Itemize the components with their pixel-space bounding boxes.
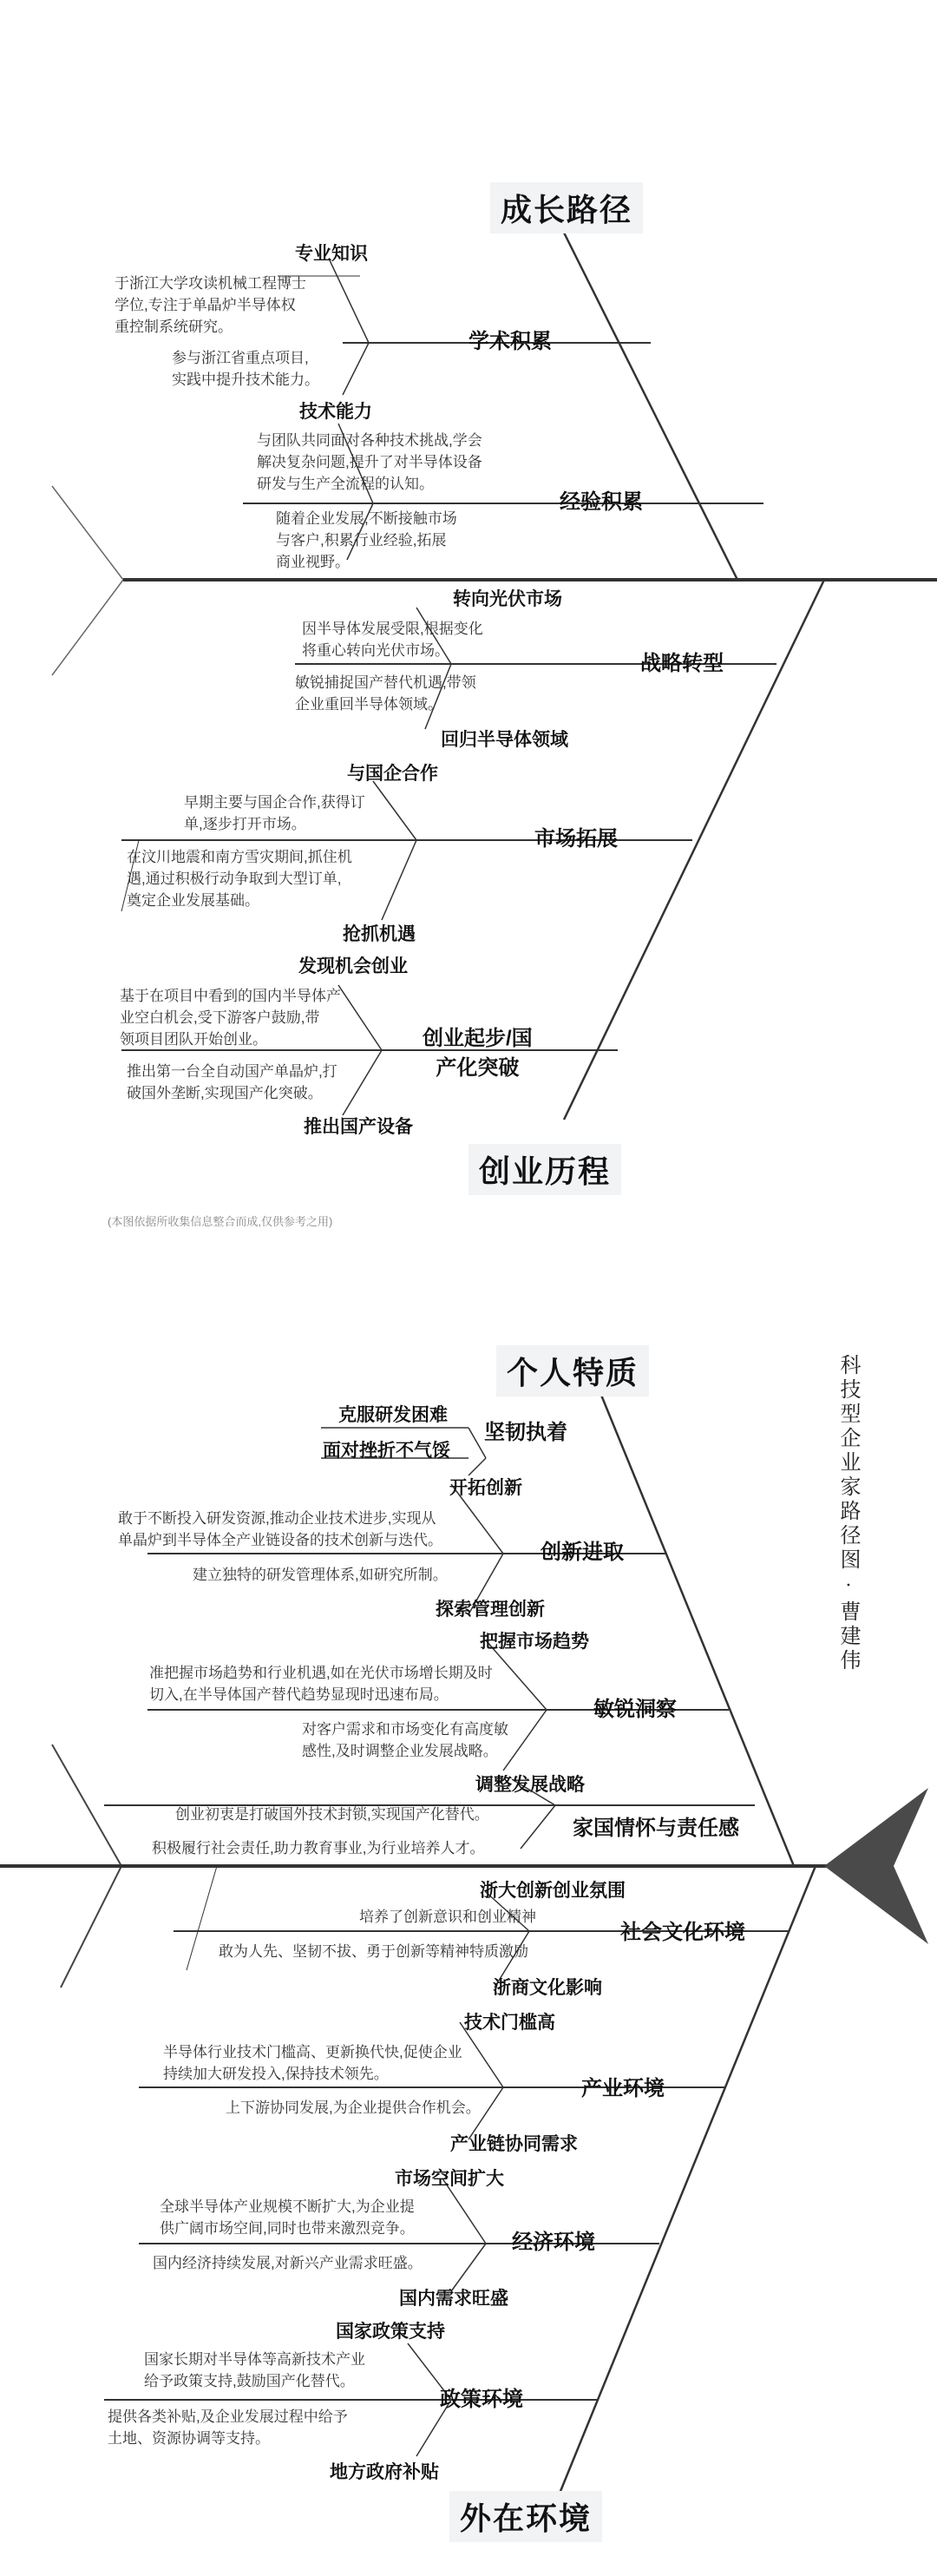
industry-desc2: 上下游协同发展,为企业提供合作机会。 [226,2100,481,2116]
experience-desc2: 随着企业发展,不断接触市场 与客户,积累行业经验,拓展 商业视野。 [276,510,457,570]
strategy-sub1: 转向光伏市场 [453,589,562,609]
policy-label: 政策环境 [440,2388,523,2411]
insight-desc2: 对客户需求和市场变化有高度敏 感性,及时调整企业发展战略。 [302,1721,508,1759]
culture-desc1: 培养了创新意识和创业精神 [359,1909,536,1925]
market-label: 市场拓展 [534,827,618,851]
academic-sub1: 专业知识 [295,244,368,264]
economy-sub1: 市场空间扩大 [395,2169,504,2189]
policy-desc2: 提供各类补贴,及企业发展过程中给予 土地、资源协调等支持。 [108,2408,348,2447]
venture-desc2: 推出第一台全自动国产单晶炉,打 破国外垄断,实现国产化突破。 [127,1063,337,1101]
insight-label: 敏锐洞察 [593,1698,677,1721]
insight-sub2: 调整发展战略 [475,1775,585,1795]
innovation-desc2: 建立独特的研发管理体系,如研究所制。 [193,1567,448,1583]
innovation-desc1: 敢于不断投入研发资源,推动企业技术进步,实现从 单晶炉到半导体全产业链设备的技术创新与迭代。 [118,1510,442,1548]
bottom-arrow-head [824,1788,928,1944]
patriotism-desc1: 创业初衷是打破国外技术封锁,实现国产化替代。 [175,1806,489,1823]
innovation-label: 创新进取 [541,1541,624,1564]
innovation-sub2: 探索管理创新 [436,1600,545,1620]
personal-head: 个人特质 [496,1345,649,1396]
perseverance-sub2: 面对挫折不气馁 [323,1441,450,1461]
industry-label: 产业环境 [581,2077,665,2100]
insight-desc1: 准把握市场趋势和行业机遇,如在光伏市场增长期及时 切入,在半导体国产替代趋势显现时迅速布局。 [149,1665,493,1703]
perseverance-sub1: 克服研发困难 [338,1405,448,1425]
source-note: (本图依据所收集信息整合而成,仅供参考之用) [108,1215,333,1228]
experience-label: 经验积累 [560,490,643,514]
strategy-desc1: 因半导体发展受限,根据变化 将重心转向光伏市场。 [302,621,483,659]
strategy-desc2: 敏锐捕捉国产替代机遇,带领 企业重回半导体领域。 [295,674,476,713]
market-desc2: 在汶川地震和南方雪灾期间,抓住机 遇,通过积极行动争取到大型订单, 奠定企业发展基础。 [127,849,352,909]
industry-sub2: 产业链协同需求 [450,2134,578,2154]
external-head: 外在环境 [449,2491,602,2542]
personal-main-bone [599,1389,794,1866]
culture-label: 社会文化环境 [620,1921,745,1944]
academic-label: 学术积累 [468,330,552,353]
industry-sub1: 技术门槛高 [464,2013,555,2033]
external-main-bone [555,1866,816,2504]
perseverance-label: 坚韧执着 [484,1421,567,1444]
venture-label: 创业起步/国 产化突破 [423,1027,533,1080]
policy-sub1: 国家政策支持 [336,2322,445,2342]
growth-head: 成长路径 [490,182,643,233]
experience-desc1: 与团队共同面对各种技术挑战,学会 解决复杂问题,提升了对半导体设备 研发与生产全流程的认知。 [257,432,482,492]
experience-sub1: 技术能力 [299,402,372,422]
industry-desc1: 半导体行业技术门槛高、更新换代快,促使企业 持续加大研发投入,保持技术领先。 [163,2044,462,2082]
market-desc1: 早期主要与国企合作,获得订 单,逐步打开市场。 [184,794,365,832]
top-tail-fin [52,486,123,675]
venture-desc1: 基于在项目中看到的国内半导体产 业空白机会,受下游客户鼓励,带 领项目团队开始创业。 [120,988,341,1048]
policy-sub2: 地方政府补贴 [330,2462,439,2482]
strategy-sub2: 回归半导体领域 [441,730,568,750]
growth-main-bone [564,233,737,580]
startup-head: 创业历程 [468,1144,621,1195]
culture-sub2: 浙商文化影响 [493,1978,602,1998]
patriotism-desc2: 积极履行社会责任,助力教育事业,为行业培养人才。 [152,1840,485,1856]
economy-desc1: 全球半导体产业规模不断扩大,为企业提 供广阔市场空间,同时也带来激烈竞争。 [160,2198,415,2237]
culture-sub1: 浙大创新创业氛围 [480,1881,626,1901]
economy-label: 经济环境 [512,2231,595,2254]
patriotism-label: 家国情怀与责任感 [573,1817,739,1840]
venture-sub1: 发现机会创业 [298,956,408,976]
innovation-sub1: 开拓创新 [449,1478,522,1498]
academic-desc1: 于浙江大学攻读机械工程博士 学位,专注于单晶炉半导体权 重控制系统研究。 [115,275,306,335]
side-title: 科技型企业家路径图 · 曹建伟 [836,1354,859,1673]
culture-desc2: 敢为人先、坚韧不拔、勇于创新等精神特质激励 [219,1943,528,1960]
economy-sub2: 国内需求旺盛 [399,2289,508,2309]
market-sub2: 抢抓机遇 [343,924,416,944]
venture-sub2: 推出国产设备 [304,1117,413,1137]
strategy-label: 战略转型 [640,652,724,675]
academic-desc2: 参与浙江省重点项目, 实践中提升技术能力。 [172,350,319,388]
market-sub1: 与国企合作 [347,764,438,784]
insight-sub1: 把握市场趋势 [480,1632,589,1652]
economy-desc2: 国内经济持续发展,对新兴产业需求旺盛。 [153,2255,423,2271]
policy-desc1: 国家长期对半导体等高新技术产业 给予政策支持,鼓励国产化替代。 [144,2351,365,2389]
